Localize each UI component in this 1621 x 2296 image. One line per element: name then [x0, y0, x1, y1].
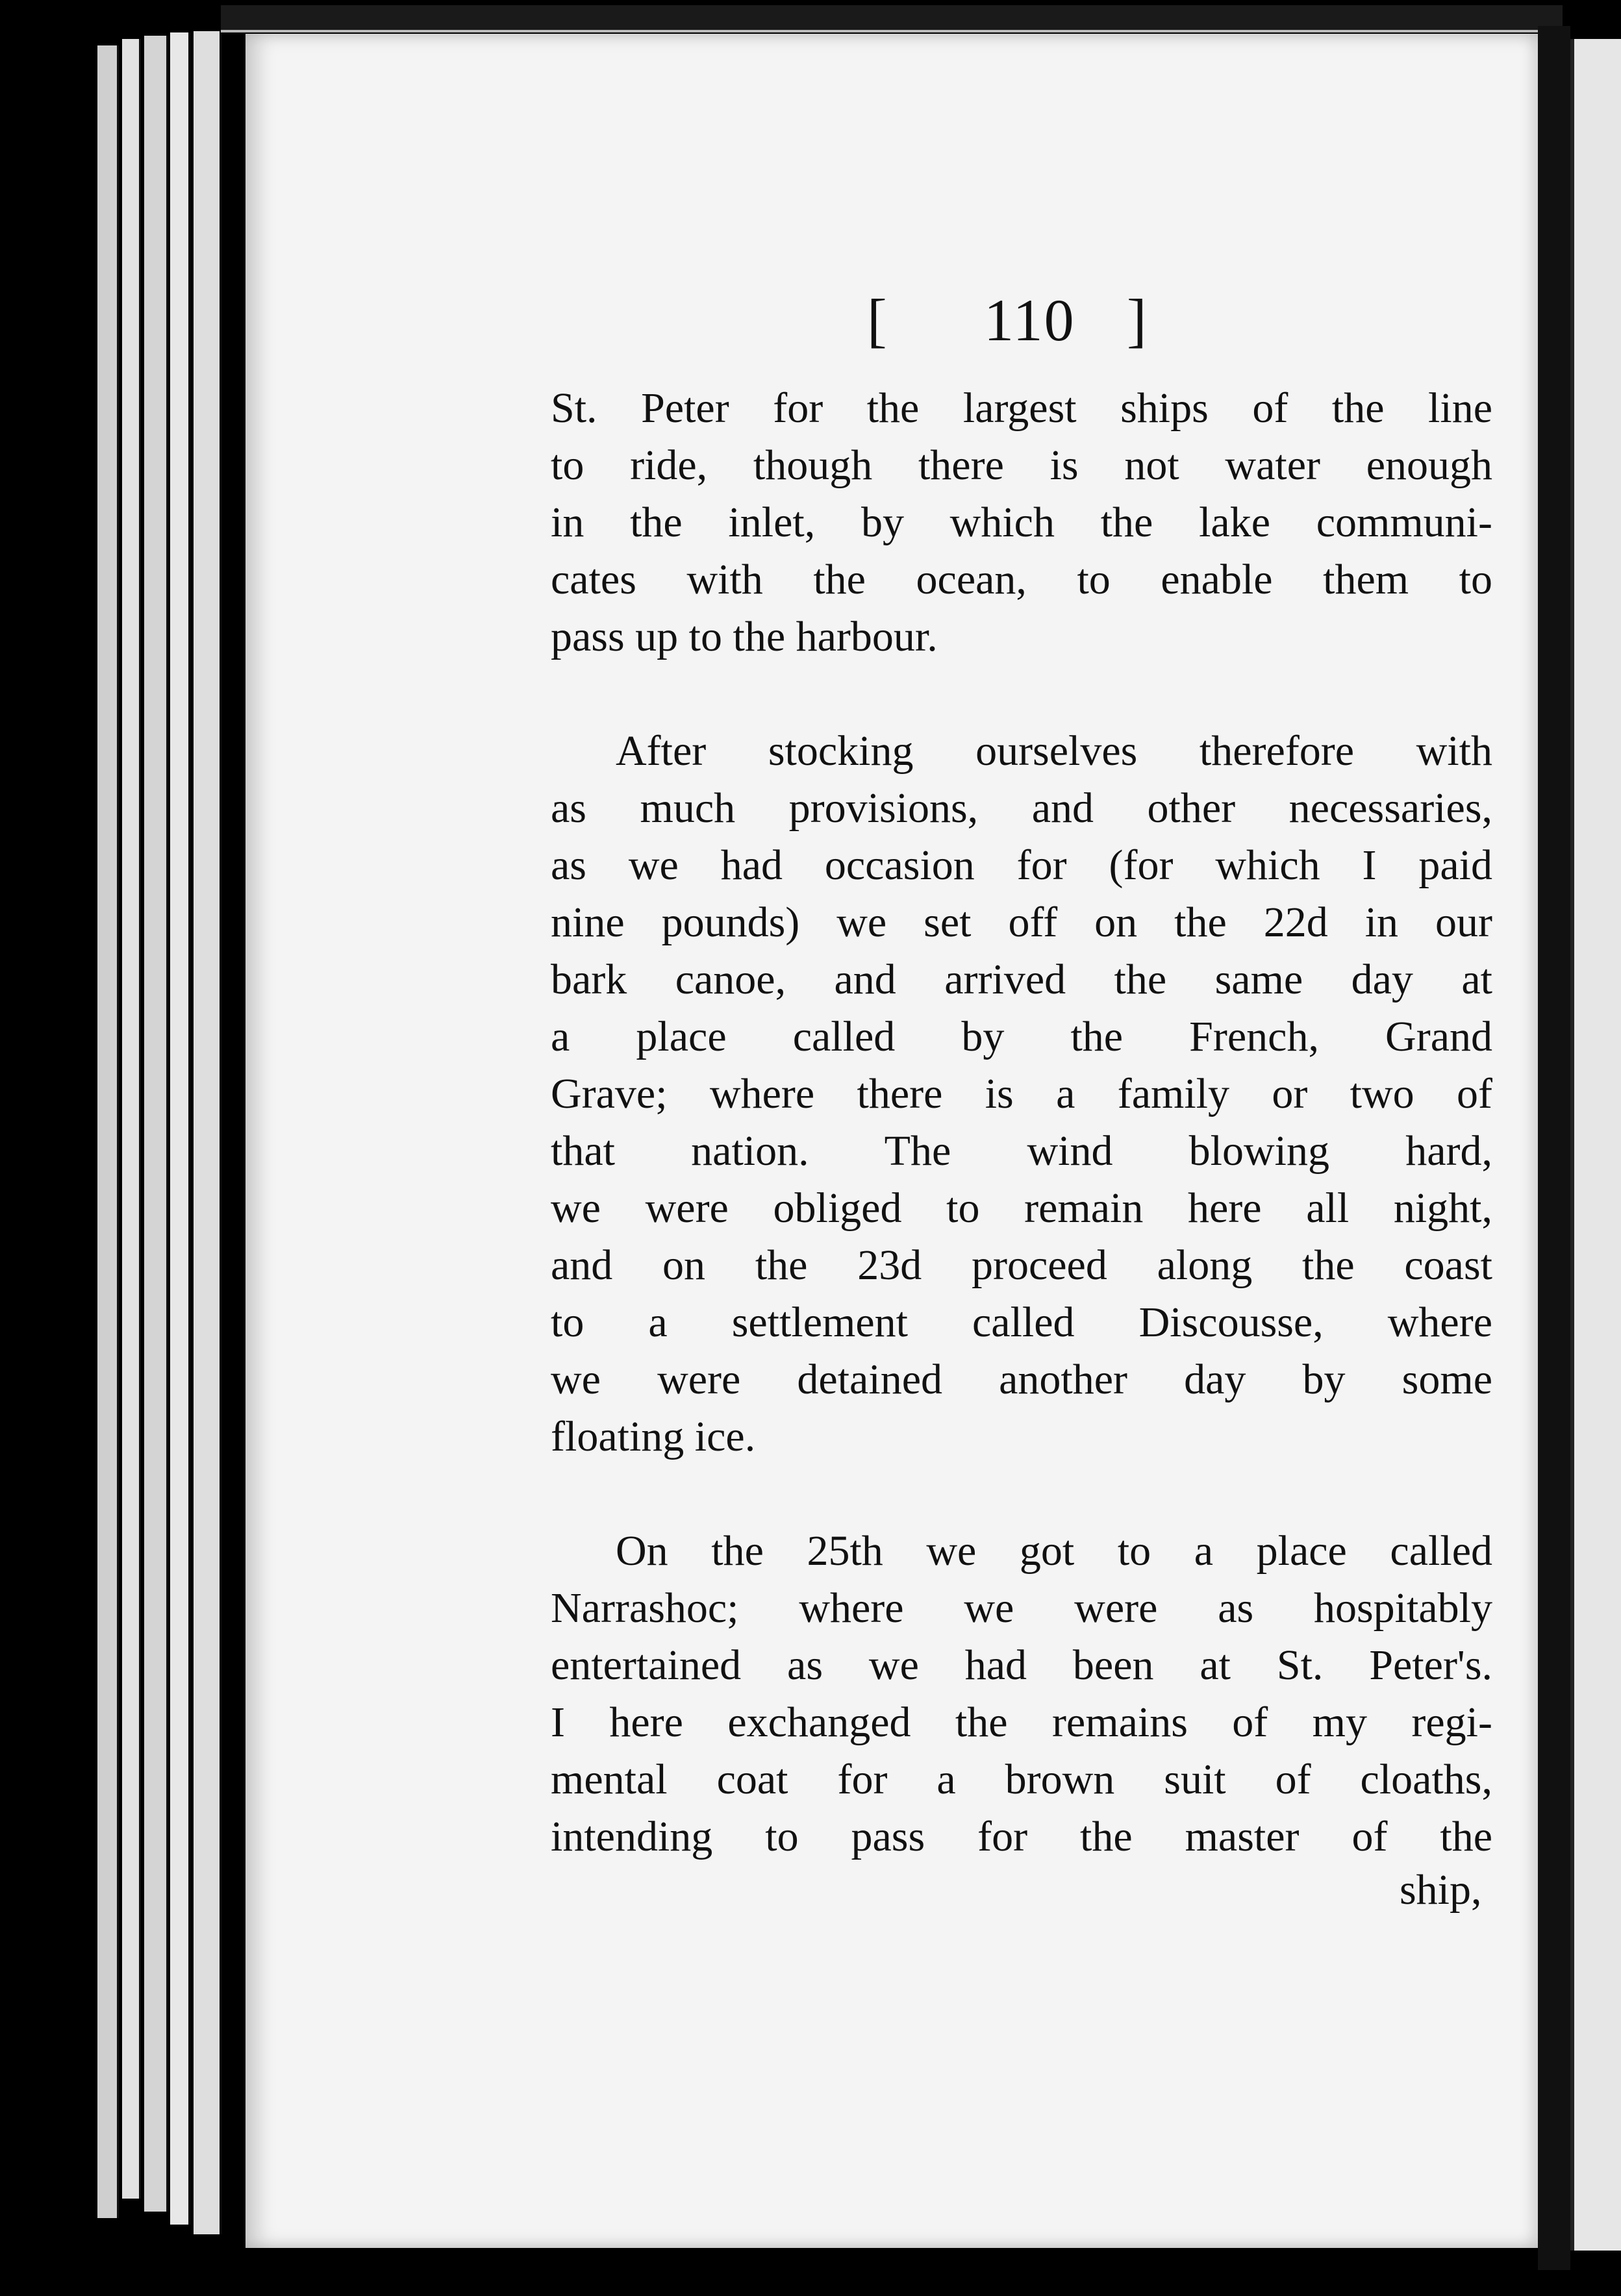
- text-line: intending to pass for the master of the: [551, 1813, 1492, 1860]
- text-line: entertained as we had been at St. Peter's.: [551, 1641, 1492, 1689]
- book-gutter: [1538, 26, 1570, 2270]
- header-bracket-left: [: [867, 287, 888, 353]
- catchword: ship,: [1400, 1866, 1482, 1914]
- text-line: On the 25th we got to a place called: [616, 1527, 1492, 1575]
- body-text: [551, 380, 1492, 1866]
- text-line: floating ice.: [551, 1413, 756, 1460]
- text-line: After stocking ourselves therefore with: [616, 727, 1492, 775]
- paragraph-gap: [551, 1466, 1492, 1523]
- page-header: [867, 286, 1179, 364]
- binding-strip: [221, 5, 1563, 32]
- page-number: 110: [984, 287, 1075, 353]
- page-edge: [194, 31, 221, 2234]
- page-edge: [122, 39, 141, 2199]
- text-line: mental coat for a brown suit of cloaths,: [551, 1756, 1492, 1803]
- text-line: as much provisions, and other necessaries,: [551, 784, 1492, 832]
- text-line: to ride, though there is not water enough: [551, 442, 1492, 489]
- page-edge: [144, 36, 168, 2212]
- text-line: bark canoe, and arrived the same day at: [551, 956, 1492, 1003]
- text-line: Narrashoc; where we were as hospitably: [551, 1584, 1492, 1632]
- text-line: to a settlement called Discousse, where: [551, 1299, 1492, 1346]
- text-line: we were obliged to remain here all night,: [551, 1184, 1492, 1232]
- text-line: pass up to the harbour.: [551, 613, 938, 660]
- text-line: I here exchanged the remains of my regi-: [551, 1699, 1492, 1746]
- text-line: we were detained another day by some: [551, 1356, 1492, 1403]
- text-line: Grave; where there is a family or two of: [551, 1070, 1492, 1117]
- facing-page-edge: [1570, 39, 1621, 2251]
- text-line: in the inlet, by which the lake communi-: [551, 499, 1492, 546]
- text-line: nine pounds) we set off on the 22d in our: [551, 899, 1492, 946]
- text-line: St. Peter for the largest ships of the line: [551, 384, 1492, 432]
- text-line: as we had occasion for (for which I paid: [551, 842, 1492, 889]
- text-line: a place called by the French, Grand: [551, 1013, 1492, 1060]
- text-line: and on the 23d proceed along the coast: [551, 1242, 1492, 1289]
- paragraph-gap: [551, 666, 1492, 723]
- page-edge: [97, 45, 119, 2218]
- page-edge: [170, 32, 190, 2225]
- header-bracket-right: ]: [1127, 287, 1148, 353]
- text-line: cates with the ocean, to enable them to: [551, 556, 1492, 603]
- text-line: that nation. The wind blowing hard,: [551, 1127, 1492, 1175]
